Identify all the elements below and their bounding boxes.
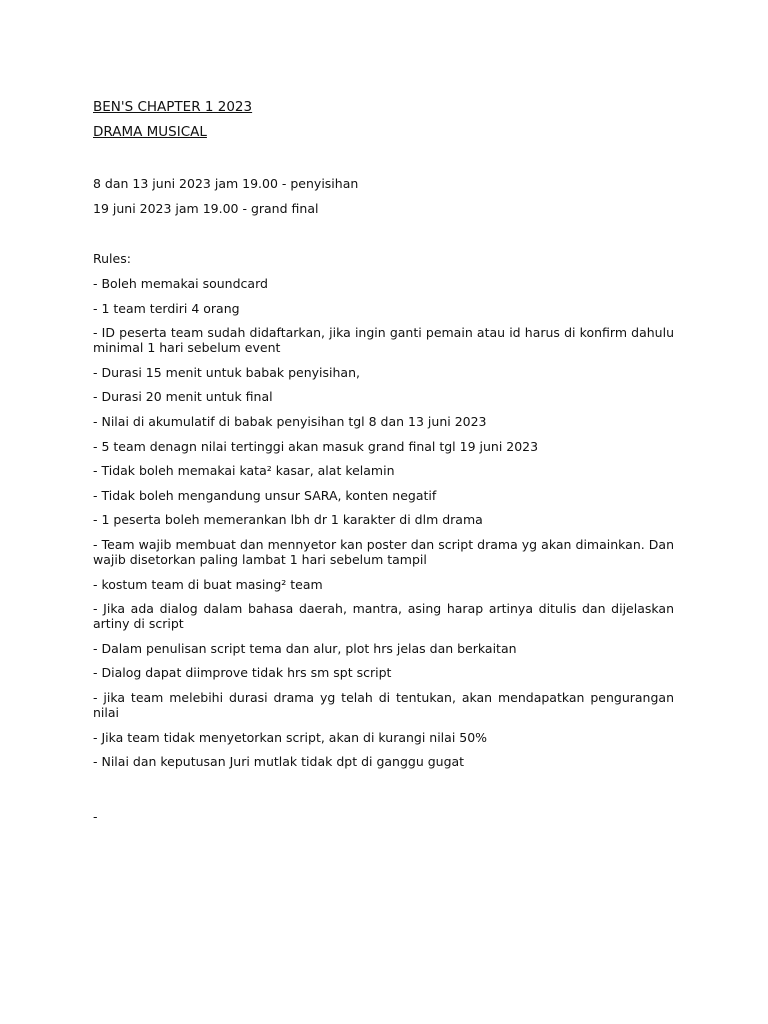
document-title: BEN'S CHAPTER 1 2023 — [93, 99, 253, 115]
spacer — [93, 779, 674, 809]
spacer — [93, 226, 674, 251]
rule-item: - jika team melebihi durasi drama yg telah di tentukan, akan mendapatkan pengurangan nilai — [93, 689, 674, 720]
rule-item: - Nilai dan keputusan Juri mutlak tidak dpt di ganggu gugat — [93, 754, 465, 770]
rule-item: - Durasi 20 menit untuk final — [93, 389, 273, 405]
rules-list — [93, 276, 674, 769]
rule-item: - Tidak boleh mengandung unsur SARA, konten negatif — [93, 487, 437, 503]
schedule-line-qualifier: 8 dan 13 juni 2023 jam 19.00 - penyisihan — [93, 176, 359, 191]
rule-item: - Dalam penulisan script tema dan alur, plot hrs jelas dan berkaitan — [93, 640, 517, 656]
rule-item: - 1 peserta boleh memerankan lbh dr 1 karakter di dlm drama — [93, 512, 483, 528]
schedule-line-final: 19 juni 2023 jam 19.00 - grand final — [93, 201, 319, 216]
rule-item: - Team wajib membuat dan mennyetor kan poster dan script drama yg akan dimainkan. Dan wajib disetorkan paling lambat 1 hari sebelum tampil — [93, 536, 674, 567]
rule-item: - kostum team di buat masing² team — [93, 576, 323, 592]
document-subtitle: DRAMA MUSICAL — [93, 124, 207, 140]
trailing-dash: - — [93, 808, 98, 824]
rule-item: - Durasi 15 menit untuk babak penyisihan, — [93, 364, 360, 380]
rule-item: - ID peserta team sudah didaftarkan, jika ingin ganti pemain atau id harus di konfirm dahulu minimal 1 hari sebelum event — [93, 325, 674, 356]
rule-item: - Tidak boleh memakai kata² kasar, alat kelamin — [93, 463, 395, 479]
rule-item: - 5 team denagn nilai tertinggi akan masuk grand final tgl 19 juni 2023 — [93, 438, 539, 454]
rules-heading: Rules: — [93, 251, 131, 266]
spacer — [93, 150, 674, 176]
rule-item: - 1 team terdiri 4 orang — [93, 300, 240, 316]
rule-item: - Jika team tidak menyetorkan script, akan di kurangi nilai 50% — [93, 729, 488, 745]
rule-item: - Boleh memakai soundcard — [93, 276, 268, 291]
document-page — [93, 100, 674, 824]
rule-item: - Dialog dapat diimprove tidak hrs sm spt script — [93, 665, 392, 681]
rule-item: - Nilai di akumulatif di babak penyisihan tgl 8 dan 13 juni 2023 — [93, 413, 487, 429]
rule-item: - Jika ada dialog dalam bahasa daerah, mantra, asing harap artinya ditulis dan dijelaskan artiny di script — [93, 601, 674, 632]
